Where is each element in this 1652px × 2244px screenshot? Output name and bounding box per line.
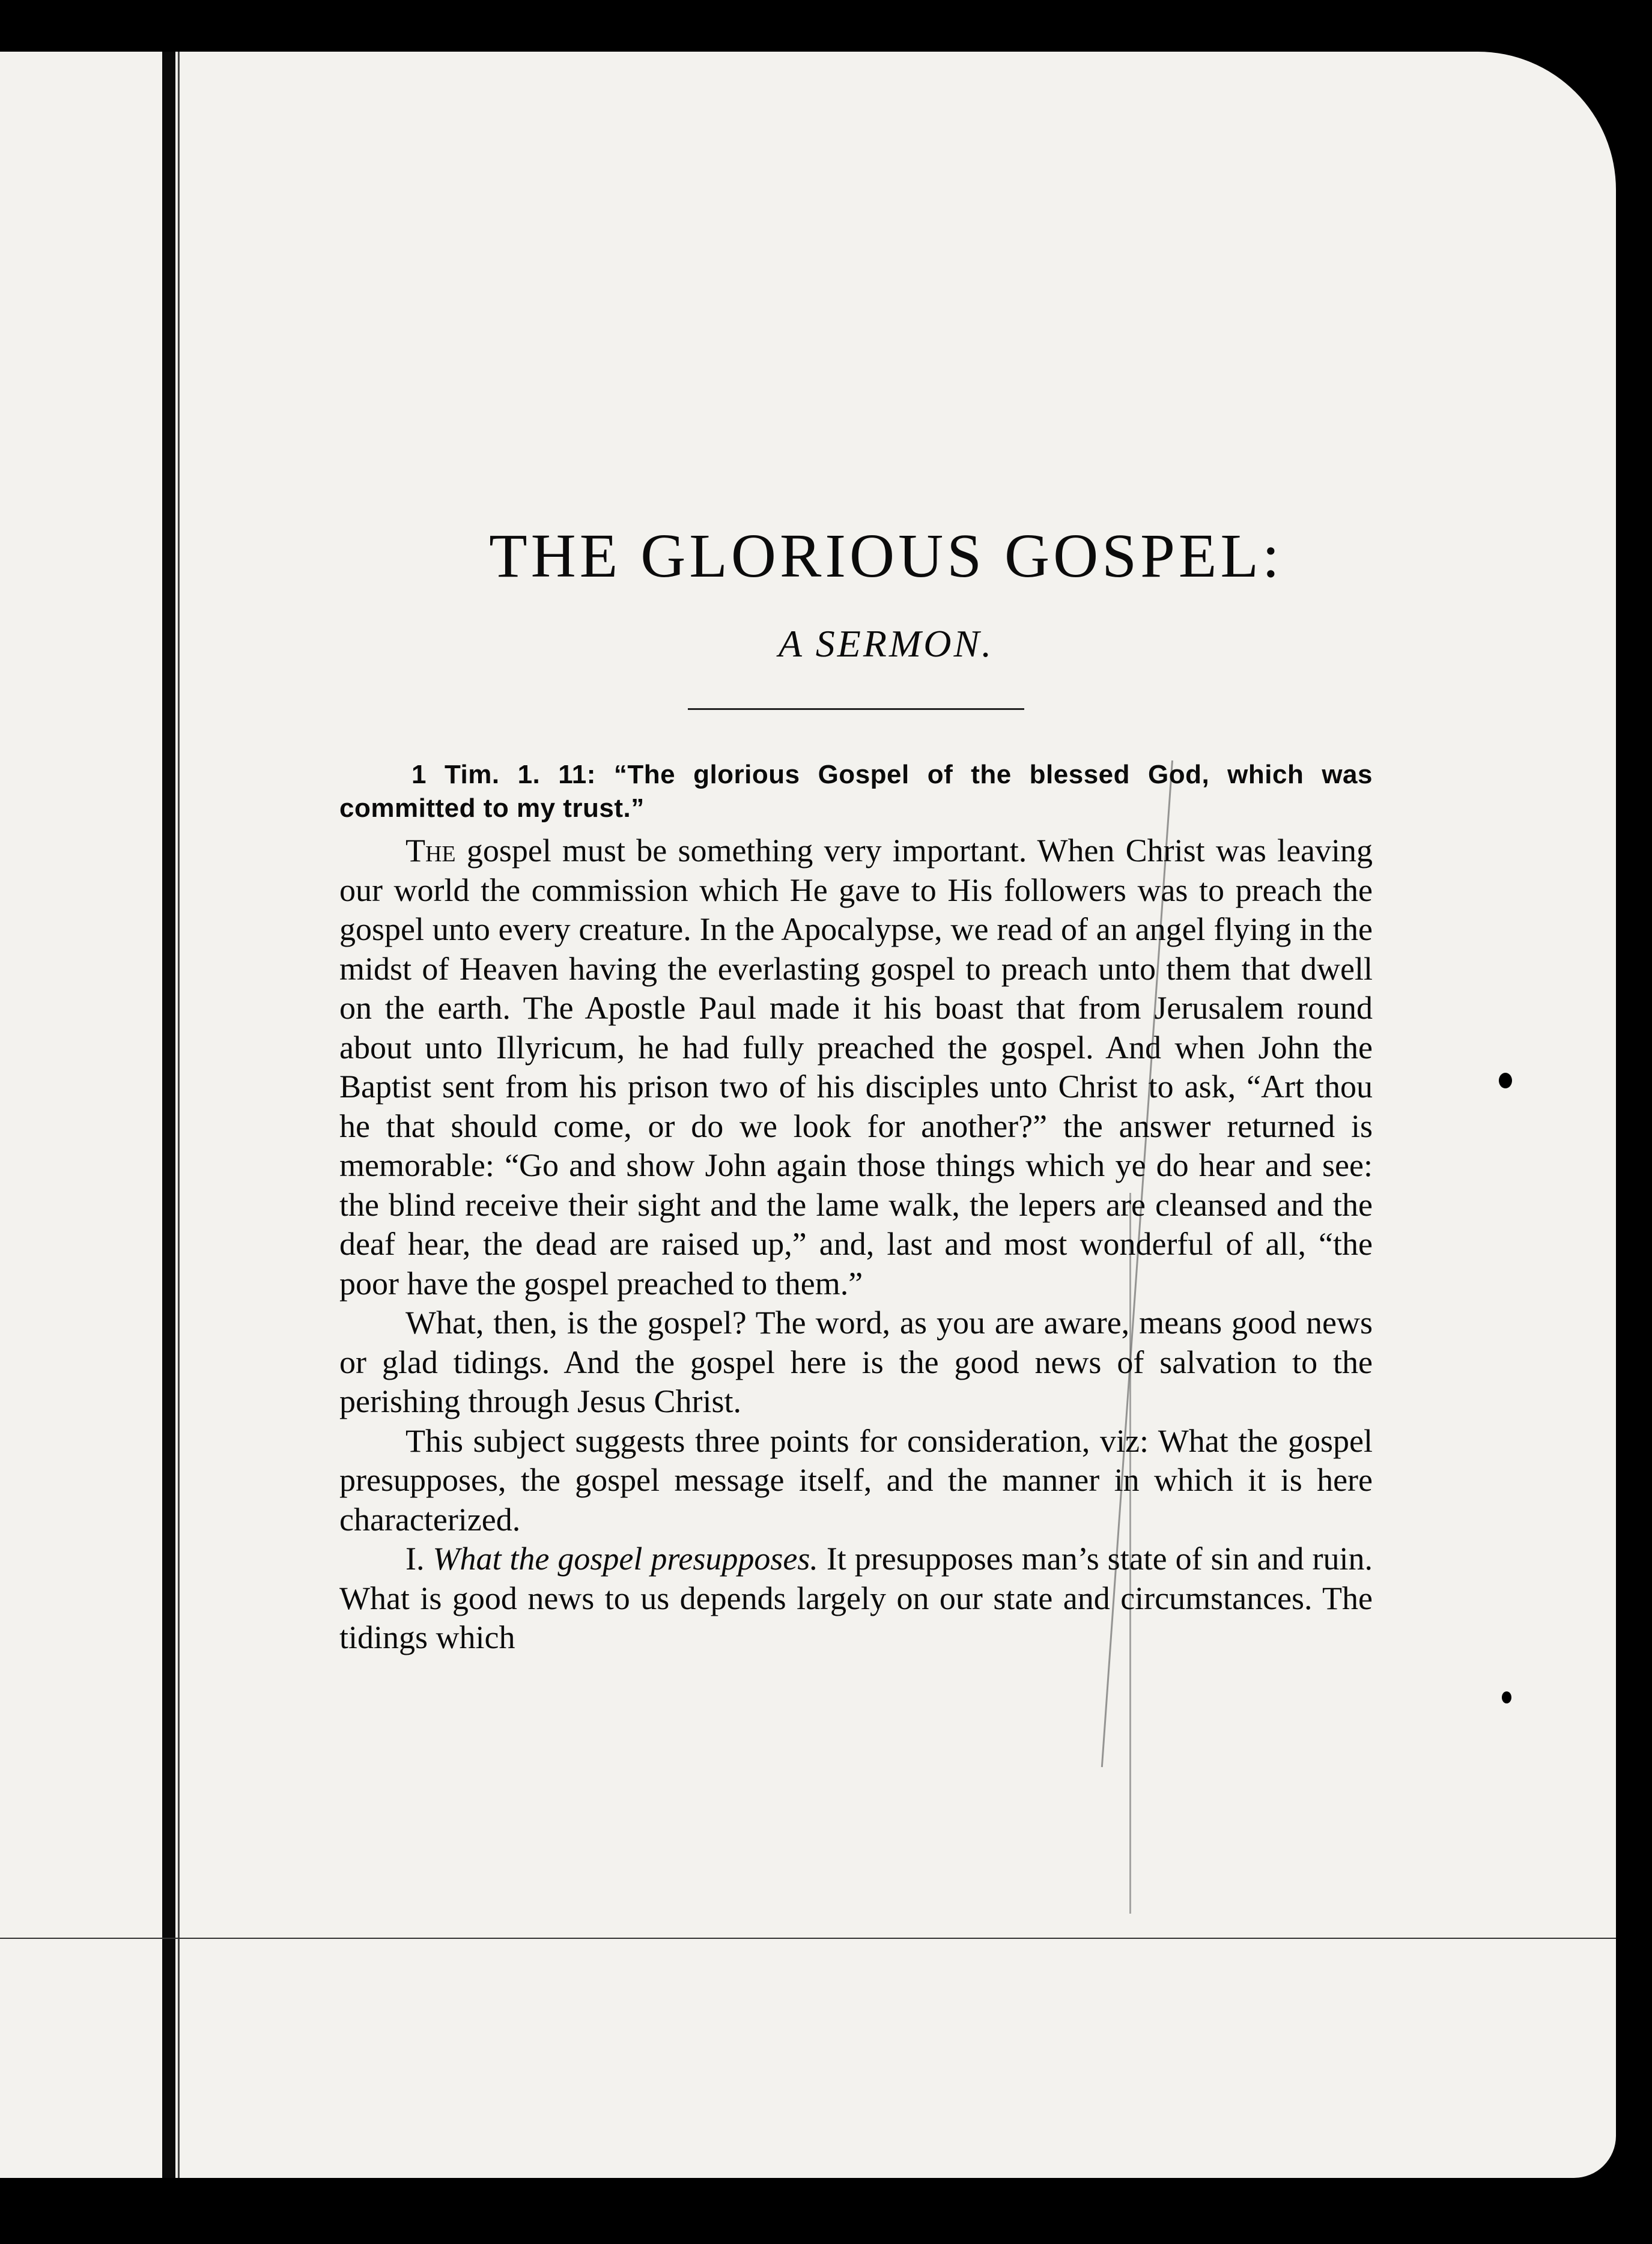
section-numeral: I. [405, 1541, 425, 1577]
paragraph-lead-word: The [405, 832, 456, 869]
paragraph-1 [339, 831, 1373, 1303]
book-spine [162, 52, 175, 2178]
paragraph-2: What, then, is the gospel? The word, as you are aware, means good news or glad tidings. And the gospel here is the good news of salvation to the perishing through Jesus Christ. [339, 1305, 1373, 1419]
ink-speck [1502, 1691, 1511, 1703]
scripture-epigraph: 1 Tim. 1. 11: “The glorious Gospel of the blessed God, which was committed to my trust.” [339, 760, 1373, 823]
sermon-text [339, 520, 1373, 1658]
ink-speck [1499, 1073, 1512, 1088]
spine-edge [178, 52, 180, 2178]
paragraph-4 [339, 1539, 1373, 1658]
scanned-page [0, 52, 1616, 2178]
section-heading: What the gospel presupposes. [433, 1541, 818, 1577]
paragraph-4-text: It presupposes man’s state of sin and ruin. What is good news to us depends largely on our state and circumstances. The tidings which [339, 1541, 1373, 1655]
page-bottom-edge [0, 1938, 1616, 1939]
paragraph-1-text: gospel must be something very important. When Christ was leaving our world the commission which He gave to His followers was to preach the gospel unto every creature. In the Apocalypse, we read of an angel flying in the midst of Heaven having the everlasting gospel to preach unto them that dwell on the earth. The Apostle Paul made it his boast that from Jerusalem round about unto Illyricum, he had fully preached the gospel. And when John the Baptist sent from his prison two of his disciples unto Christ to ask, “Art thou he that should come, or do we look for another?” the answer returned is memorable: “Go and show John again those things which ye do hear and see: the blind receive their sight and the lame walk, the lepers are cleansed and the deaf hear, the dead are raised up,” and, last and most wonderful of all, “the poor have the gospel preached to them.” [339, 832, 1373, 1302]
title-divider [688, 708, 1024, 710]
paragraph-3: This subject suggests three points for consideration, viz: What the gospel presupposes, the gospel message itself, and the manner in which it is here characterized. [339, 1422, 1373, 1538]
page-title: THE GLORIOUS GOSPEL: [489, 521, 1283, 590]
page-subtitle: A SERMON. [778, 622, 994, 665]
